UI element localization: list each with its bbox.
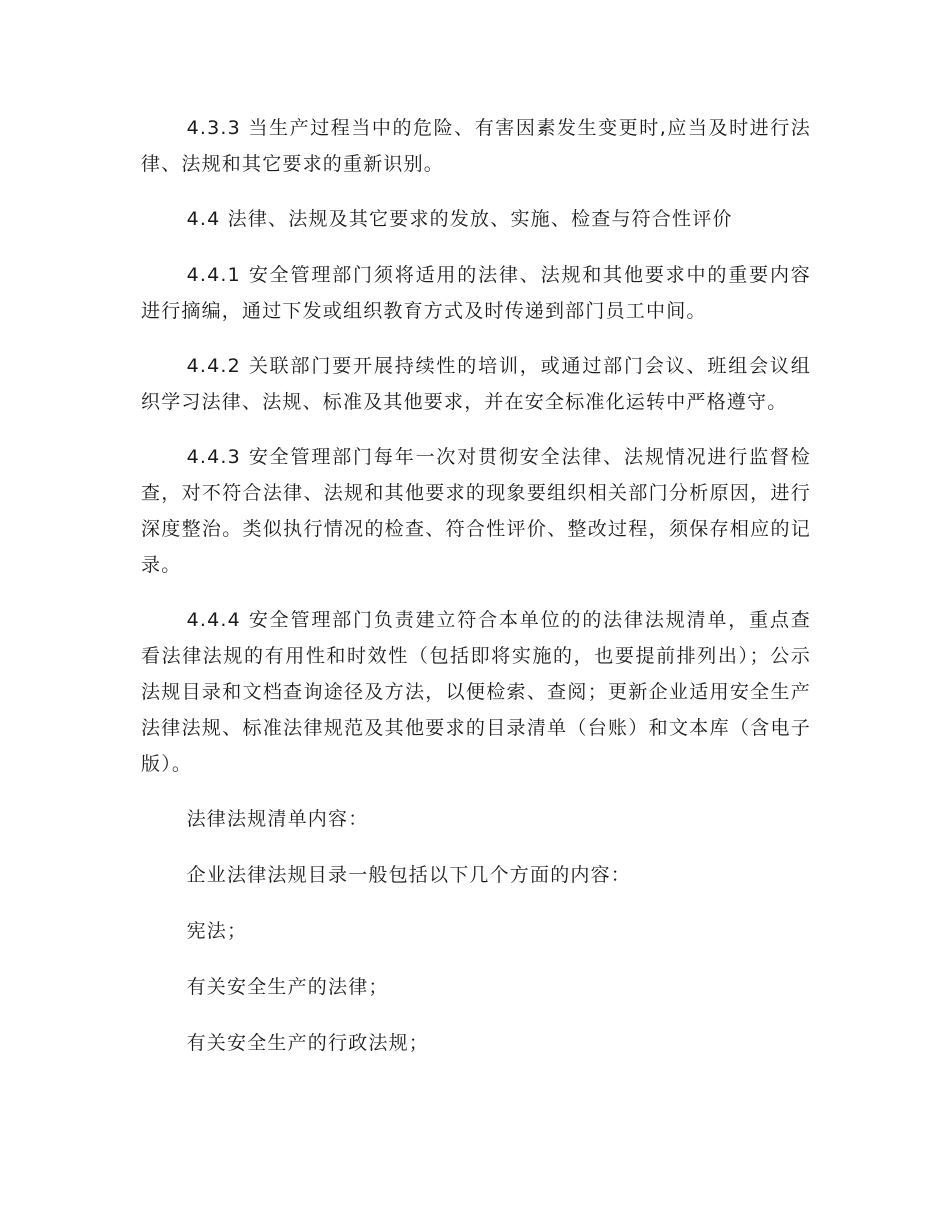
paragraph-4-4-4: 4.4.4 安全管理部门负责建立符合本单位的的法律法规清单，重点查看法律法规的有用性和时效性（包括即将实施的，也要提前排列出）；公示法规目录和文档查询途径及方法，以便检索、查阅；更新企业适用安全生产法律法规、标准法律规范及其他要求的目录清单（台账）和文本库（含电子版）。 [141,609,811,775]
list-item-safety-regulations: 有关安全生产的行政法规； [186,1032,429,1054]
paragraph-4-3-3: 4.3.3 当生产过程当中的危险、有害因素发生变更时,应当及时进行法律、法规和其它要求的重新识别。 [141,117,811,175]
paragraph-4-4-2: 4.4.2 关联部门要开展持续性的培训，或通过部门会议、班组会议组织学习法律、法规、标准及其他要求，并在安全标准化运转中严格遵守。 [141,355,811,413]
section-heading-4-4: 4.4 法律、法规及其它要求的发放、实施、检查与符合性评价 [186,208,733,230]
document-body [141,110,811,1081]
list-intro: 企业法律法规目录一般包括以下几个方面的内容： [186,864,631,886]
paragraph-4-4-1: 4.4.1 安全管理部门须将适用的法律、法规和其他要求中的重要内容进行摘编，通过下发或组织教育方式及时传递到部门员工中间。 [141,264,811,322]
list-item-safety-laws: 有关安全生产的法律； [186,976,389,998]
list-title: 法律法规清单内容： [186,808,369,830]
list-item-constitution: 宪法； [186,920,248,942]
paragraph-4-4-3: 4.4.3 安全管理部门每年一次对贯彻安全法律、法规情况进行监督检查，对不符合法律、法规和其他要求的现象要组织相关部门分析原因，进行深度整治。类似执行情况的检查、符合性评价、整改过程，须保存相应的记录。 [141,446,811,576]
